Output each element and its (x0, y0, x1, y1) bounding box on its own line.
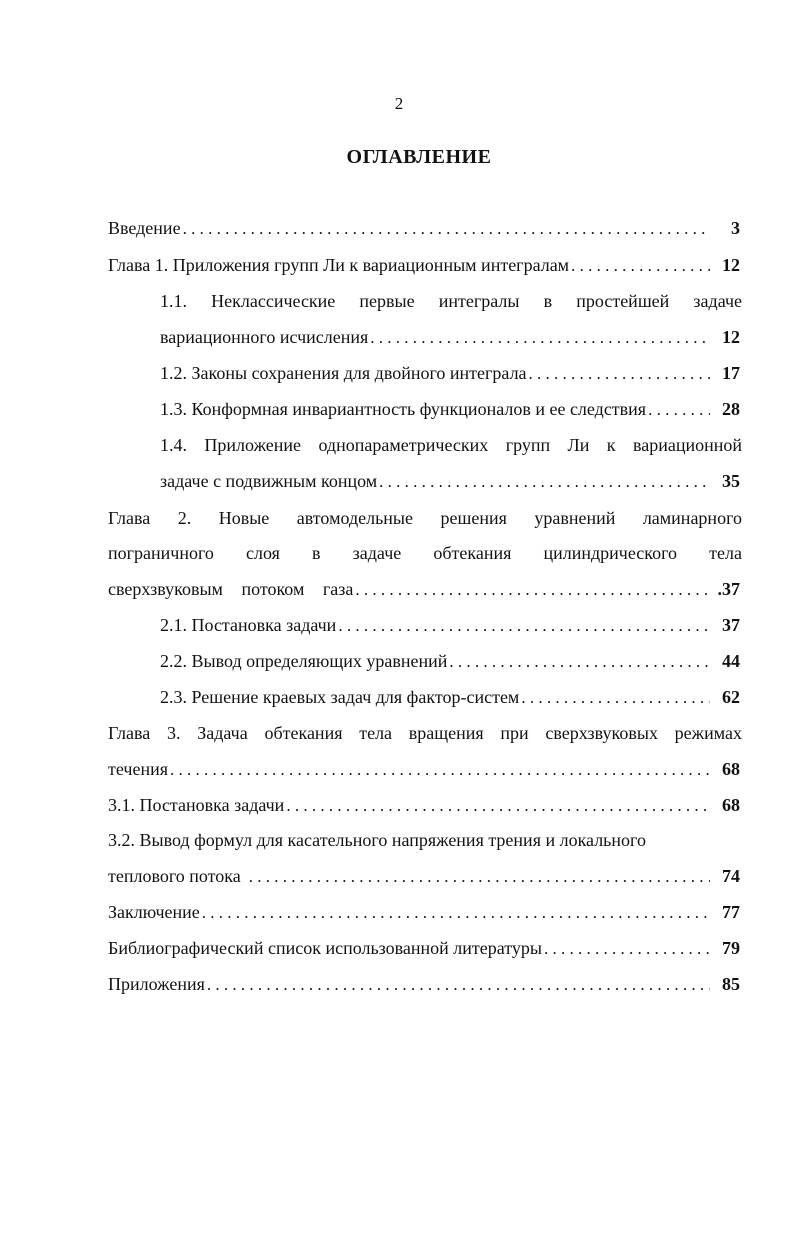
toc-page-number: 35 (722, 471, 740, 491)
toc-page-number: 3 (731, 218, 740, 238)
toc-entry-label: задаче с подвижным концом (160, 471, 378, 491)
toc-page-number: 79 (722, 938, 740, 958)
toc-entry-1-4 (160, 471, 740, 497)
leader-dots (183, 219, 710, 239)
leader-dots (571, 256, 710, 276)
leader-dots (379, 472, 710, 492)
toc-entry-chapter-3 (108, 759, 740, 785)
leader-dots (544, 939, 710, 959)
toc-page-number: 17 (722, 363, 740, 383)
toc-page-number: 62 (722, 687, 740, 707)
toc-entry-2-1 (160, 615, 740, 641)
toc-entry-conclusion (108, 902, 740, 928)
leader-dots (207, 975, 710, 995)
toc-entry-1-3 (160, 399, 740, 425)
toc-page-number: 37 (722, 615, 740, 635)
page-title: ОГЛАВЛЕНИЕ (346, 146, 492, 168)
toc-entry-chapter-2-line-1: Глава 2. Новые автомодельные решения уравнений ламинарного (108, 508, 742, 528)
toc-entry-label: Приложения (108, 974, 205, 994)
toc-entry-label: сверхзвуковым потоком газа (108, 579, 354, 599)
leader-dots (355, 580, 710, 600)
leader-dots (249, 867, 710, 887)
toc-page-number: 12 (722, 255, 740, 275)
toc-entry-label: Заключение (108, 902, 200, 922)
toc-entry-3-2 (108, 866, 740, 892)
toc-entry-label: 2.1. Постановка задачи (160, 615, 337, 635)
leader-dots (529, 364, 710, 384)
toc-entry-chapter-2-line-2: пограничного слоя в задаче обтекания цилиндрического тела (108, 543, 742, 563)
leader-dots (286, 796, 710, 816)
toc-entry-label: 1.3. Конформная инвариантность функционалов и ее следствия (160, 399, 647, 419)
toc-page-number: 12 (722, 327, 740, 347)
toc-entry-1-4-line-1: 1.4. Приложение однопараметрических групп Ли к вариационной (160, 435, 742, 455)
toc-entry-1-1 (160, 327, 740, 353)
toc-entry-2-2 (160, 651, 740, 677)
toc-page-number: .37 (717, 579, 740, 599)
toc-entry-2-3 (160, 687, 740, 713)
leader-dots (521, 688, 710, 708)
toc-entry-chapter-3-line-1: Глава 3. Задача обтекания тела вращения при сверхзвуковых режимах (108, 723, 742, 743)
toc-entry-chapter-2 (108, 579, 740, 605)
toc-page-number: 44 (722, 651, 740, 671)
toc-page-number: 68 (722, 759, 740, 779)
toc-entry-label: теплового потока (108, 866, 241, 886)
toc-entry-1-1-line-1: 1.1. Неклассические первые интегралы в простейшей задаче (160, 291, 742, 311)
toc-entry-label: Библиографический список использованной литературы (108, 938, 543, 958)
toc-entry-3-2-line-1: 3.2. Вывод формул для касательного напряжения трения и локального (108, 830, 646, 850)
toc-entry-label: 2.2. Вывод определяющих уравнений (160, 651, 448, 671)
leader-dots (449, 652, 710, 672)
toc-entry-chapter-1 (108, 255, 740, 281)
toc-page-number: 77 (722, 902, 740, 922)
toc-entry-label: 3.1. Постановка задачи (108, 795, 285, 815)
toc-entry-label: Глава 1. Приложения групп Ли к вариационным интегралам (108, 255, 570, 275)
toc-entry-bibliography (108, 938, 740, 964)
leader-dots (338, 616, 710, 636)
toc-entry-label: течения (108, 759, 168, 779)
toc-page-number: 28 (722, 399, 740, 419)
leader-dots (202, 903, 710, 923)
toc-entry-intro (108, 218, 740, 244)
toc-entry-label: 2.3. Решение краевых задач для фактор-систем (160, 687, 520, 707)
toc-page-number: 68 (722, 795, 740, 815)
page-number: 2 (394, 94, 404, 113)
toc-entry-3-1 (108, 795, 740, 821)
leader-dots (370, 328, 710, 348)
toc-page-number: 74 (722, 866, 740, 886)
toc-entry-label: Введение (108, 218, 181, 238)
toc-entry-label: 1.2. Законы сохранения для двойного интеграла (160, 363, 527, 383)
toc-entry-appendix (108, 974, 740, 1000)
toc-entry-1-2 (160, 363, 740, 389)
toc-page-number: 85 (722, 974, 740, 994)
toc-entry-label: вариационного исчисления (160, 327, 369, 347)
leader-dots (170, 760, 710, 780)
leader-dots (648, 400, 710, 420)
